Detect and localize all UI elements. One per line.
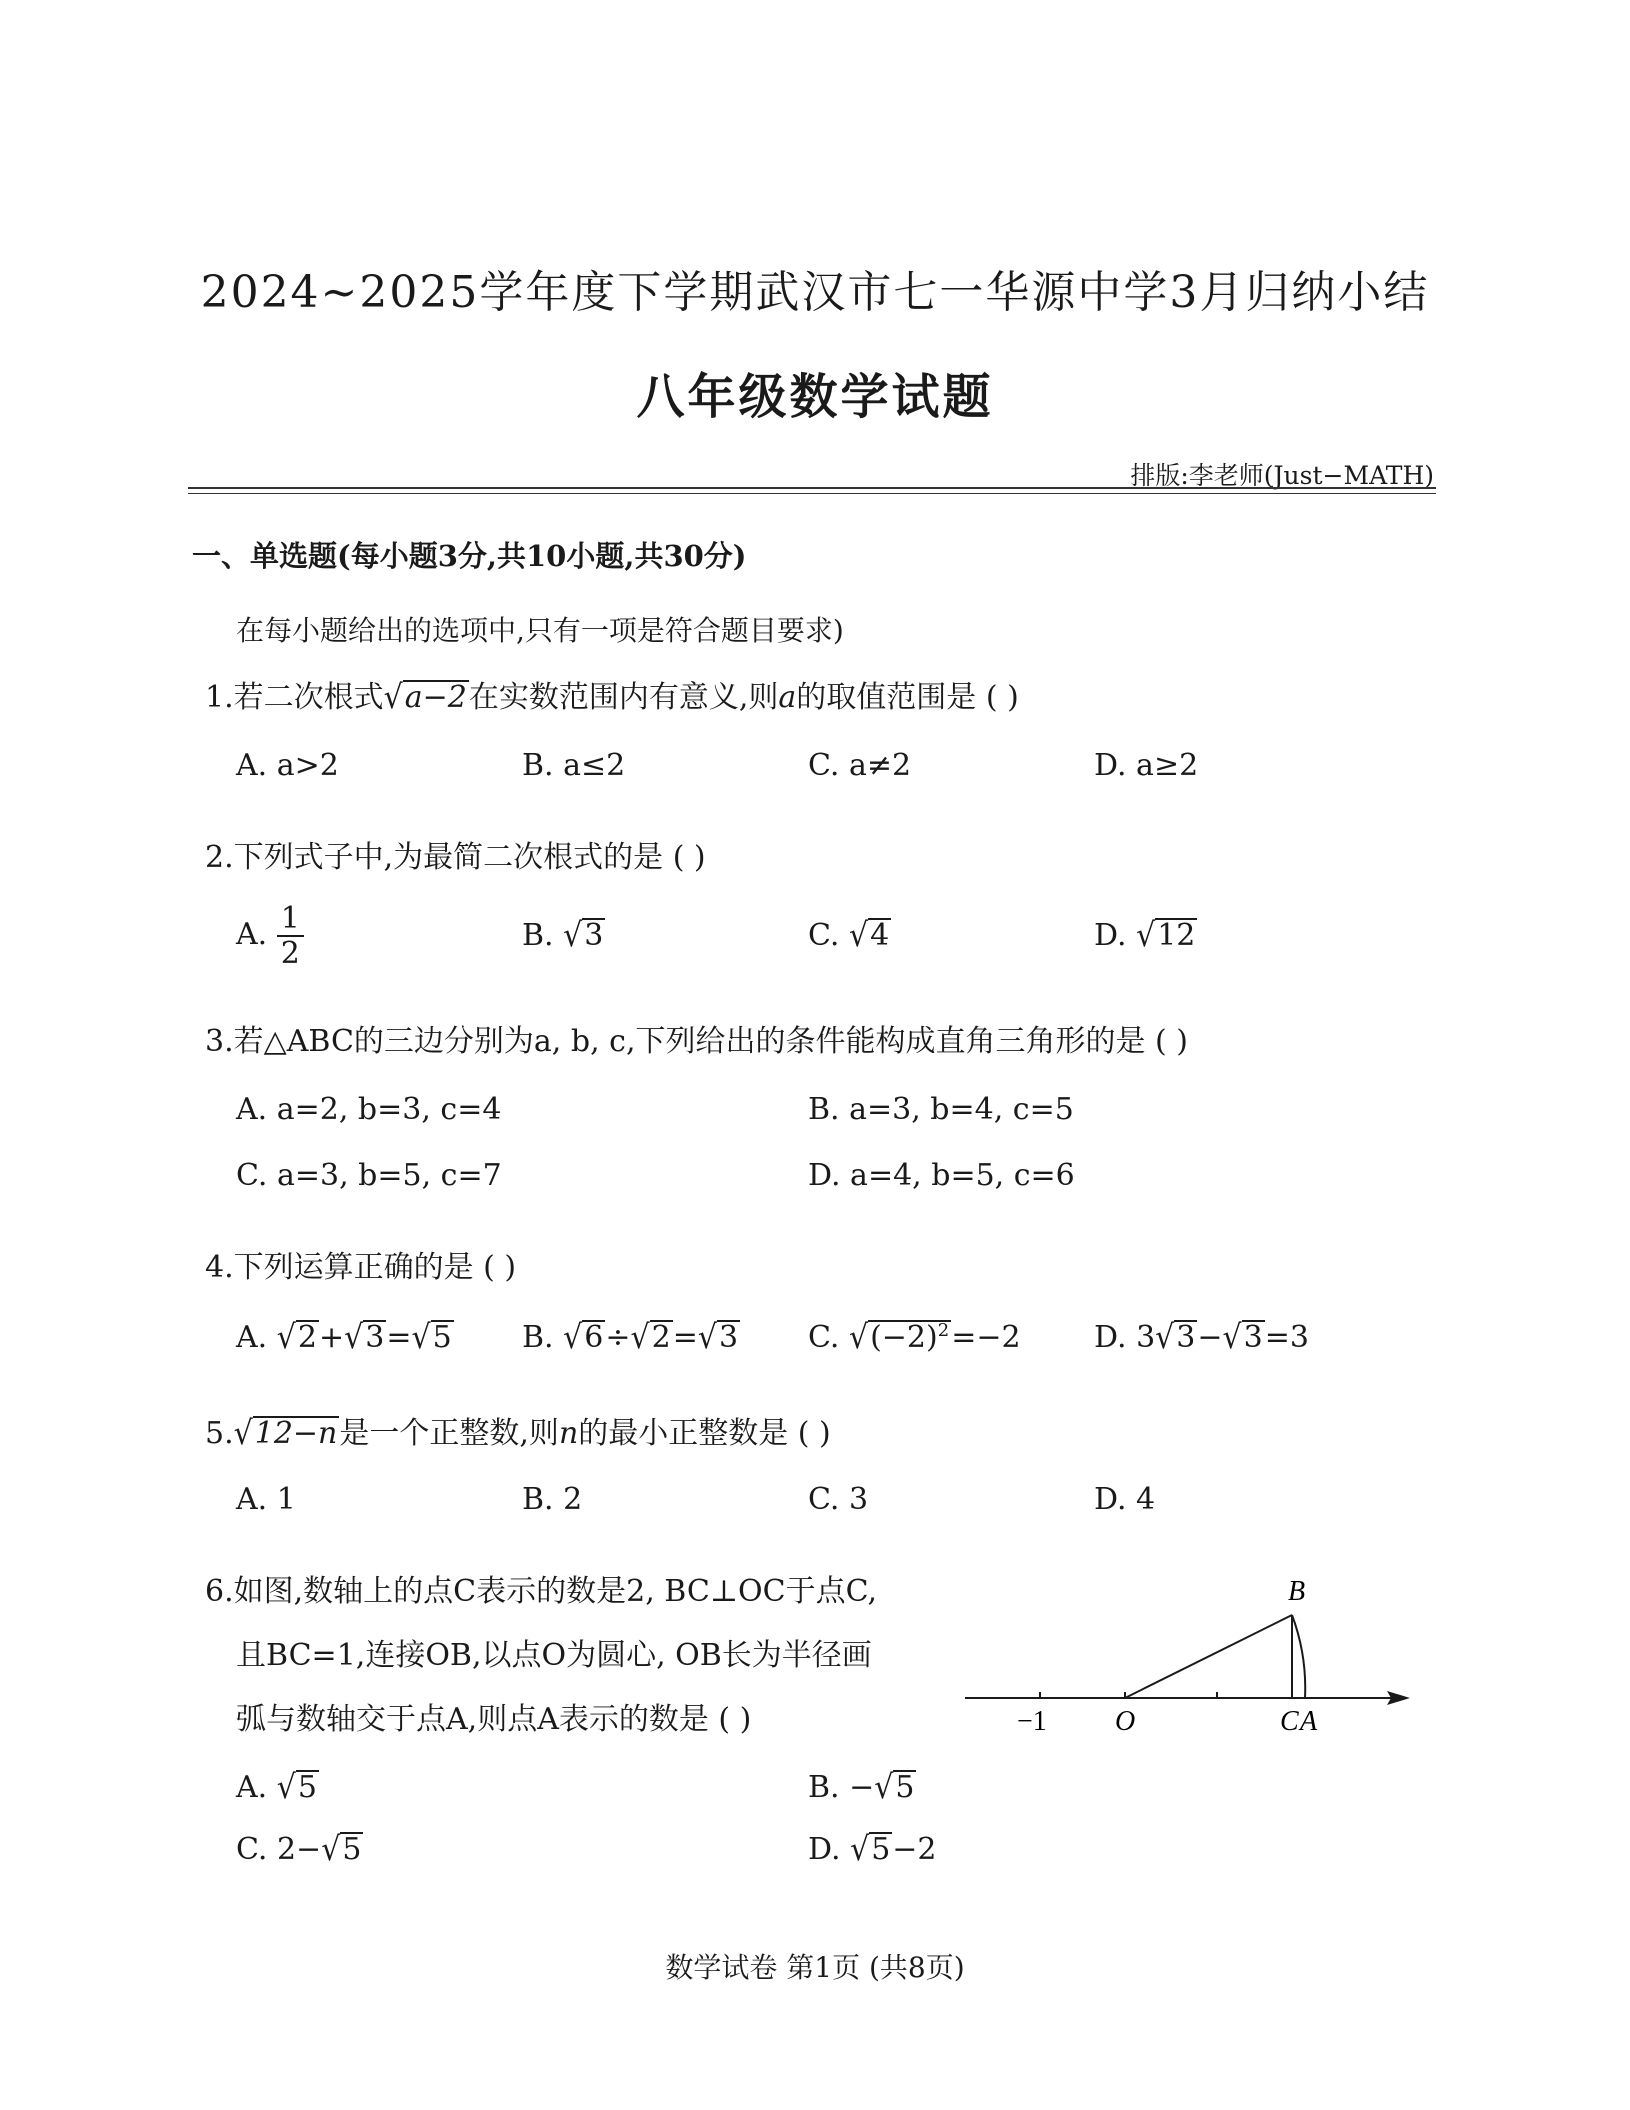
header-rule-thin [188,493,1436,494]
sqrt-expression: √5 [850,1830,891,1869]
sqrt-expression: √3 [344,1318,385,1357]
sqrt-expression: √2 [276,1318,317,1357]
fraction [277,902,304,970]
q6-option-d-label: D. [808,1832,841,1867]
q1-variable: a [778,680,797,715]
question-6-line3: 弧与数轴交于点A,则点A表示的数是 ( ) [236,1702,752,1737]
q2-option-c-label: C. [808,918,840,953]
q1-option-a[interactable]: A. a>2 [236,748,339,783]
q4-option-d-rhs: =3 [1264,1320,1309,1355]
q4-option-c-label: C. [808,1320,840,1355]
arc-ba [1292,1615,1305,1698]
q6-option-a-label: A. [236,1770,268,1805]
q1-suffix: 在实数范围内有意义,则 [468,680,779,715]
q5-option-b[interactable]: B. 2 [522,1482,583,1517]
segment-ob [1125,1615,1292,1698]
sqrt-expression: √3 [1155,1318,1196,1357]
q6-option-b-label: B. − [808,1770,875,1805]
header-rule-thick [188,487,1436,489]
sqrt-expression: √3 [697,1318,739,1357]
q4-option-a[interactable]: A. √2+√3=√5 [236,1318,452,1357]
q1-prefix: 1.若二次根式 [205,680,384,715]
q3-option-b[interactable]: B. a=3, b=4, c=5 [808,1092,1074,1127]
sqrt-expression: √5 [874,1768,915,1807]
q4-option-c[interactable] [808,1320,1021,1355]
q4-option-b-label: B. [522,1320,554,1355]
q2-option-c[interactable] [808,918,891,953]
q3-option-a[interactable]: A. a=2, b=3, c=4 [236,1092,502,1127]
q1-option-c[interactable]: C. a≠2 [808,748,912,783]
sqrt-expression: $√(-2)^2$ [848,1318,950,1357]
sqrt-expression: √4 [848,916,890,955]
q5-option-a[interactable]: A. 1 [236,1482,296,1517]
q3-option-c[interactable]: C. a=3, b=5, c=7 [236,1158,502,1193]
sqrt-expression: √5 [276,1768,317,1807]
sqrt-expression: √12 [1136,916,1196,955]
label-minus-1: −1 [1017,1706,1047,1737]
q5-variable: n [558,1416,579,1451]
label-o: O [1115,1706,1136,1737]
q2-option-a-label: A. [236,917,268,952]
question-1-stem [205,672,1019,716]
q5-option-c[interactable]: C. 3 [808,1482,869,1517]
sqrt-expression: √3 [563,916,604,955]
q5-prefix: 5. [205,1416,234,1451]
sqrt-expression: √2 [630,1318,671,1357]
q1-option-b[interactable]: B. a≤2 [522,748,626,783]
exam-title-line2: 八年级数学试题 [636,369,994,425]
label-c: C [1280,1706,1299,1737]
question-4-stem: 4.下列运算正确的是 ( ) [205,1250,517,1285]
q4-option-b[interactable]: B. √6÷√2=√3 [522,1318,739,1357]
fraction-denominator: 2 [280,936,300,971]
q5-option-d[interactable]: D. 4 [1094,1482,1156,1517]
question-2-stem: 2.下列式子中,为最简二次根式的是 ( ) [205,840,706,875]
q6-option-d[interactable] [808,1832,937,1867]
question-3-stem: 3.若△ABC的三边分别为a, b, c,下列给出的条件能构成直角三角形的是 ( ) [205,1024,1188,1059]
sqrt-expression: √5 [411,1318,452,1357]
q6-option-c[interactable] [236,1832,363,1867]
exam-title-line1: 2024~2025学年度下学期武汉市七一华源中学3月归纳小结 [200,267,1430,318]
q6-option-b[interactable] [808,1770,916,1805]
q2-option-a[interactable] [236,902,304,970]
sqrt-expression: √12−n [233,1414,338,1453]
q4-option-d-label: D. [1094,1320,1127,1355]
q1-suffix2: 的取值范围是 ( ) [796,680,1019,715]
q2-option-b[interactable] [522,918,605,953]
fraction-numerator: 1 [277,902,304,937]
q6-option-c-label: C. 2− [236,1832,322,1867]
sqrt-expression: √5 [321,1830,362,1869]
number-line-figure [955,1570,1415,1750]
sqrt-expression: √a−2 [383,678,467,717]
q1-option-d[interactable]: D. a≥2 [1094,748,1199,783]
q6-option-a[interactable] [236,1770,319,1805]
q6-option-d-tail: −2 [892,1832,937,1867]
q5-suffix2: 的最小正整数是 ( ) [578,1416,831,1451]
sqrt-expression: √3 [1222,1318,1263,1357]
q4-option-d[interactable]: D. 3√3−√3=3 [1094,1318,1309,1357]
label-b: B [1288,1576,1306,1607]
label-a: A [1300,1706,1318,1737]
q1-radicand: a−2 [404,680,467,715]
typesetter-credit: 排版:李老师(Just−MATH) [1130,461,1434,490]
question-5-stem [205,1408,831,1452]
section-title: 一、单选题(每小题3分,共10小题,共30分) [192,539,747,573]
q5-suffix: 是一个正整数,则 [339,1416,559,1451]
q2-option-d-label: D. [1094,918,1127,953]
q3-option-d[interactable]: D. a=4, b=5, c=6 [808,1158,1075,1193]
question-6-line2: 且BC=1,连接OB,以点O为圆心, OB长为半径画 [236,1638,872,1673]
sqrt-expression: √6 [563,1318,604,1357]
q4-option-a-label: A. [236,1320,268,1355]
page-footer: 数学试卷 第1页 (共8页) [665,1951,965,1984]
question-6-line1: 6.如图,数轴上的点C表示的数是2, BC⊥OC于点C, [205,1574,878,1609]
section-instruction: 在每小题给出的选项中,只有一项是符合题目要求) [236,614,844,647]
q4-option-c-rhs: =−2 [951,1320,1021,1355]
q2-option-d[interactable] [1094,918,1197,953]
q2-option-b-label: B. [522,918,554,953]
